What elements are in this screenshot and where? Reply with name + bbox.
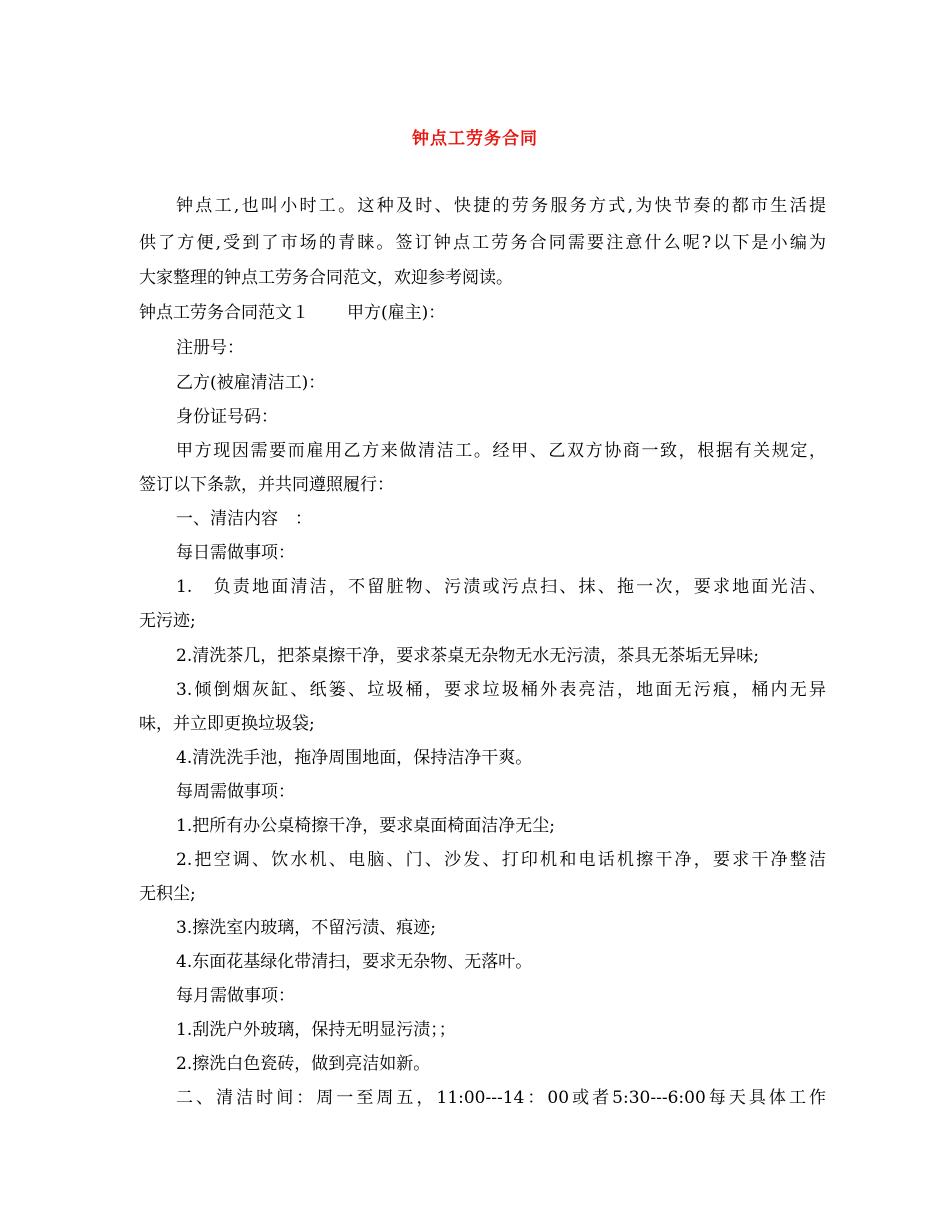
daily-item-1: 1. 负责地面清洁，不留脏物、污渍或污点扫、抹、拖一次，要求地面光洁、: [176, 577, 826, 597]
section-1-title: 一、清洁内容 ：: [176, 509, 312, 529]
intro-line-2: 供了方便,受到了市场的青睐。签订钟点工劳务合同需要注意什么呢?以下是小编为: [139, 233, 826, 253]
sample-heading-row: [139, 302, 445, 324]
preamble-line-2: 签订以下条款，并共同遵照履行：: [139, 475, 394, 495]
weekly-title: 每周需做事项：: [176, 782, 295, 802]
daily-item-3-cont: 味，并立即更换垃圾袋;: [139, 714, 315, 734]
monthly-title: 每月需做事项：: [176, 986, 295, 1006]
weekly-item-2-cont: 无积尘;: [139, 884, 196, 904]
reg-no-label: 注册号：: [176, 338, 244, 358]
intro-line-3: 大家整理的钟点工劳务合同范文，欢迎参考阅读。: [139, 268, 513, 288]
daily-item-1-cont: 无污迹;: [139, 611, 196, 631]
weekly-item-1: 1.把所有办公桌椅擦干净，要求桌面椅面洁净无尘;: [176, 816, 555, 836]
daily-item-2: 2.清洗茶几，把茶桌擦干净，要求茶桌无杂物无水无污渍，茶具无茶垢无异味;: [176, 646, 759, 666]
daily-title: 每日需做事项：: [176, 543, 295, 563]
monthly-item-1: 1.刮洗户外玻璃，保持无明显污渍；；: [176, 1020, 456, 1040]
party-a-label: 甲方(雇主)：: [347, 303, 446, 323]
monthly-item-2: 2.擦洗白色瓷砖，做到亮洁如新。: [176, 1054, 431, 1074]
weekly-item-4: 4.东面花基绿化带清扫，要求无杂物、无落叶。: [176, 952, 533, 972]
weekly-item-2: 2.把空调、饮水机、电脑、门、沙发、打印机和电话机擦干净，要求干净整洁: [176, 850, 826, 870]
section-2-time: 二、清洁时间：周一至周五，11:00---14：00或者5:30---6:00每天具体工作: [176, 1088, 826, 1108]
document-title: 钟点工劳务合同: [412, 129, 538, 149]
daily-item-3: 3.倾倒烟灰缸、纸篓、垃圾桶，要求垃圾桶外表亮洁，地面无污痕，桶内无异: [176, 680, 826, 700]
preamble-line-1: 甲方现因需要而雇用乙方来做清洁工。经甲、乙双方协商一致，根据有关规定，: [176, 441, 826, 461]
party-b-label: 乙方(被雇清洁工)：: [176, 373, 326, 393]
daily-item-4: 4.清洗洗手池，拖净周围地面，保持洁净干爽。: [176, 748, 533, 768]
sample-heading: 钟点工劳务合同范文１: [139, 303, 309, 323]
weekly-item-3: 3.擦洗室内玻璃，不留污渍、痕迹;: [176, 918, 436, 938]
id-no-label: 身份证号码：: [176, 407, 278, 427]
intro-line-1: 钟点工,也叫小时工。这种及时、快捷的劳务服务方式,为快节奏的都市生活提: [176, 196, 826, 216]
